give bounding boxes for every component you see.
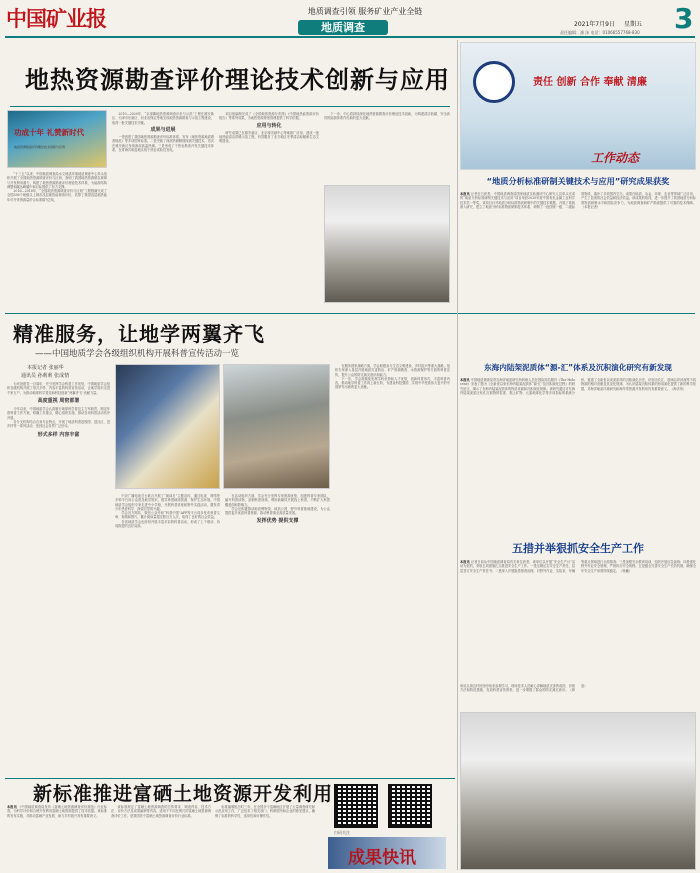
institution-emblem [473, 61, 515, 103]
article-subtitle: ——中国地质学会各级组织机构开展科普宣传活动一览 [35, 349, 240, 359]
correspondent-line: 通讯员 孙莉莉 张成情 [21, 373, 70, 379]
article-safety [460, 532, 696, 682]
paragraph: 各省地质学会也纷纷开展丰富多彩的科普活动，形成了上下联动、协同推进的良好局面。 [115, 519, 220, 529]
paragraph: 项目组编制完成了《全国地热资源分布图》《中国地热能资源评价报告》等系列成果，为地热资源规划管理提供了科学依据。 [219, 112, 319, 121]
byline: 本报讯 [7, 805, 17, 809]
article-standards [460, 176, 696, 311]
paragraph: 记者近日获悉，中国地质调查局国家地质实验测试中心研究人员牵头完成的“地质分析标准研制关键技术与应用”项目荣获2020年度中国有色金属工业科学技术奖一等奖。该项目针对地质分析标准物质研制中的关键技术难题，开展了系统深入研究，建立了地质分析标准物质研制技术体系，研制了一批国家一级、二级标准物质，填补了多项国内空白。成果在地质、冶金、环境、农业等领域广泛应用，产生了显著的社会效益和经济效益。该成果的取得，进一步提升了我国地质分析标准物质研制水平和国际竞争力，为地质调查和矿产勘查提供了可靠的技术保障。（本报记者） [460, 192, 696, 209]
article-col-1 [7, 382, 110, 772]
byline: 本报讯 [460, 192, 470, 196]
article-col-2 [111, 805, 211, 869]
article-geothermal [5, 40, 455, 310]
paragraph: 在服务国家战略方面，学会积极参与生态文明建设、乡村振兴等重大战略，组织专家深入基层开展地质灾害防治、矿产资源勘查、水资源保护等方面的科普宣传，提升公众的防灾减灾意识和能力。 [335, 364, 450, 377]
news-banner-text: 成果快讯 [348, 848, 416, 868]
article-body [460, 684, 696, 708]
photo-caption: 功成十年 礼赞新时代 [14, 128, 85, 137]
paragraph: 各分支机构结合自身专业特点，开展了地质科普进校园、进社区、进乡村等一系列活动，受到社会各界广泛好评。 [7, 420, 110, 429]
article-col-2 [112, 112, 214, 305]
paragraph: 在活动组织方面，学会充分发挥专家资源优势，组建科普专家团队，编写科普读物，录制科普视频，利用新媒体开展线上科普，不断扩大科普覆盖面和影响力。 [225, 494, 330, 507]
article-col-3 [219, 112, 319, 305]
article-col-3 [225, 494, 330, 772]
paragraph: “十三五”以来，中国地质调查局水文地质环境地质调查中心牵头组织开展了全国地热资源调查评价与区划，查明了我国地热资源赋存规律与开发利用潜力，构建了地热资源勘查评价理论技术体系，为能源结构调整和碳达峰碳中和目标提供了有力支撑。 [7, 172, 107, 189]
byline: 本报讯 [460, 560, 470, 564]
subhead: 成果与进展 [150, 126, 176, 133]
drilling-site-photo [324, 185, 450, 303]
paragraph: 为庆祝建党一百周年，充分发挥学会科普工作优势，中国地质学会组织各级机构开展了形式多样、内容丰富的科普宣传活动，让地学知识走进千家万户，为推动地球科学普及和科技创新“两翼齐飞”贡献力量。 [7, 382, 110, 395]
paragraph: 中国地质调查局青岛海洋地质研究所科研人员在国际知名期刊《The Holocene》发表了题为《全新世以来东海内陆架泥质体“源-汇”及沉积演化过程》的研究论文，揭示了东海内陆架泥质体的物质来源和沉积演化规律。该研究通过对东海内陆架泥质区钻孔沉积物的粒度、黏土矿物、元素地球化学等多项指标的系统分析，重建了全新世以来泥质体的沉积演化历史，识别出长江、浙闽沿岸河流等不同物源的相对贡献及其变化规律，为认识陆架沉积体系的形成演化提供了新的科学依据，对海洋地质环境研究和海岸带资源开发利用具有重要意义。（海洋所） [460, 378, 696, 395]
paragraph: 标准编制组历时三年，在全国多个富硒地区开展了大量调查研究和示范应用工作，广泛征求了相关部门、科研院所和企业的意见建议，确保了标准的科学性、适用性和可操作性。 [215, 805, 315, 818]
qr-label: 扫码关注 [334, 830, 350, 835]
article-east-sea [460, 318, 696, 528]
article-title: “地质分析标准研制关键技术与应用”研究成果获奖 [486, 176, 670, 186]
issue-date: 2021年7月9日 [574, 21, 615, 28]
article-title: 五措并举狠抓安全生产工作 [512, 542, 644, 555]
article-title: 东海内陆架泥质体“源-汇”体系及沉积演化研究有新发现 [484, 363, 672, 372]
page-number: 3 [674, 2, 694, 35]
ad-slogan: 责任 创新 合作 奉献 清廉 [533, 77, 647, 88]
newspaper-logo: 中国矿业报 [6, 6, 106, 31]
paragraph: 该标准规定了富硒土地资源调查的总体要求、调查内容、技术方法、评价方法及成果编制等内容，适用于不同比例尺的富硒土地资源调查评价工作，是我国首个富硒土地资源调查评价行业标准。 [111, 805, 211, 818]
article-title: 新标准推进富硒土地资源开发利用 [33, 783, 334, 805]
ad-tag: 工作动态 [591, 151, 640, 165]
subhead: 应用与转化 [256, 122, 282, 129]
section-label: 地质调查 [298, 20, 388, 35]
paragraph: 一是创建了我国地热资源勘查评价标准体系，发布《地热资源地质勘查规范》等多项国家标准。二是突破了深部热储精细探测关键技术，首次在雄安新区发现深部高温热储。三是形成了干热岩勘查开发关键技术体系，在青海共和盆地实现干热岩试验性发电。 [112, 135, 214, 153]
ad-block [460, 42, 696, 170]
paragraph: 研究成果已在雄安新区、北京城市副中心等地推广应用，建成一批地热能清洁供暖示范工程，有效服务了北方地区冬季清洁取暖和生态文明建设。 [219, 130, 319, 144]
paragraph: 《中国地质调查局发布《富硒土地资源调查评价规范》行业标准，为科学评价和合理开发利用富硒土地资源提供了技术依据。该标准的发布实施，对推动富硒产业发展、助力乡村振兴具有重要意义。 [7, 805, 107, 818]
issue-weekday: 星期五 [624, 21, 643, 28]
paragraph: 记者日前从中国地质调查局有关单位获悉，该单位以开展“安全生产月”活动为契机，采取五项措施扎实推进安全生产工作。一是压紧压实安全生产责任，层层签订安全生产责任书；二是深入开展隐患排查治理，对野外作业、实验室、车辆等重点领域进行全面排查；三是加强安全教育培训，组织开展应急演练；四是强化野外作业安全管理，严格执行安全规程；五是健全完善安全生产长效机制，确保全年安全生产形势持续稳定。（杨巍） [460, 560, 696, 573]
masthead [0, 0, 700, 38]
masthead-rule [5, 36, 695, 38]
subhead: 形式多样 内容丰富 [37, 431, 80, 438]
students-lab-photo [115, 364, 220, 489]
paragraph: 2019—2020年，“京津冀地热资源调查评价与示范”工程在雄安新区、天津市东丽区、河北省保定等地完成地热资源勘查与示范工程建设，取得一批关键技术突破。 [112, 112, 214, 125]
article-title: 精准服务，让地学两翼齐飞 [13, 322, 265, 346]
article-col-2 [115, 494, 220, 772]
anniversary-photo [7, 110, 107, 168]
article-col-1 [7, 172, 107, 305]
news-banner [328, 837, 446, 869]
article-body [460, 192, 696, 309]
column-divider [457, 40, 458, 870]
paragraph: 下一步，学会将继续发挥学科优势和人才优势，创新科普形式，丰富科普内容，推动地学科普工作再上新台阶，为建设科技强国、实现中华民族伟大复兴的中国梦作出新的更大贡献。 [335, 376, 450, 390]
article-col-4 [335, 364, 450, 772]
qr-code[interactable] [388, 784, 432, 828]
paragraph: 学会还积极推动地质博物馆、地质公园、野外科普基地建设，为公众提供更多优质科普资源，推动科普事业高质量发展。 [225, 506, 330, 516]
article-field-station [460, 684, 696, 870]
reporter-line: 本报记者 张丽华 [27, 365, 64, 371]
paragraph: 下一步，中心将持续深化地热资源勘查评价理论技术创新，为构建清洁低碳、安全高效的能源体系作出新的更大贡献。 [324, 112, 450, 121]
qr-code[interactable] [334, 784, 378, 828]
field-site-photo [460, 712, 696, 870]
article-col-1 [7, 805, 107, 869]
paragraph: 2016—2018年，“全国地热资源调查评价与区划”工程圆满完成了全国336个地级以上城市浅层地热能调查评价，估算了我国浅层地热能年可开采资源量折合标准煤7亿吨。 [7, 189, 107, 202]
article-outreach [5, 316, 455, 776]
paragraph: 今年以来，中国地质学会认真履行地球科学普及主力军职责，制定年度科普工作方案，明确工作重点，精心组织实施，推动各项科普活动有序开展。 [7, 407, 110, 420]
section-divider [5, 313, 695, 314]
editor-line: 责任编辑：潘 沫 电话：01066557768-830 [560, 30, 640, 35]
subhead: 发挥优势 提供支撑 [256, 518, 299, 525]
exhibition-photo [223, 364, 330, 489]
title-rule [10, 106, 450, 107]
paragraph: 学会官方网站、微信公众号和“科普中国”APP等平台同步发布科普文章、视频和图片，累计阅读量超过数百万人次，取得了良好的社会效益。 [115, 511, 220, 520]
article-col-3 [215, 805, 315, 869]
paragraph: 该站点周边村民纷纷前来参观学习，现场技术人员耐心讲解地质灾害的成因、识别方法和防范措施，发放科普宣传资料，进一步增强了群众的防灾减灾意识。（廖浪） [460, 684, 588, 693]
byline: 本报讯 [460, 378, 470, 382]
article-col-4 [324, 112, 450, 182]
subhead: 高度重视 周密部署 [37, 397, 80, 404]
article-body [460, 378, 696, 528]
qr-code-block [318, 782, 453, 870]
banner-line: 地质调查引领 服务矿业产业全链 [307, 7, 423, 16]
paragraph: 中央广播电视总台联合开展了“地球日”主题宣传，通过电视、网络等多种平台向公众普及地学知识，倡导珍惜地球资源、保护生态环境。中国地质学会组织专家走进中小学校，开展科普讲座和野外实践活动，激发青少年热爱科学、探索自然的兴趣。 [115, 494, 220, 511]
article-body [460, 560, 696, 682]
photo-subcaption: 地质资源勘查评价理论技术创新与应用 [14, 145, 66, 149]
article-title: 地热资源勘查评价理论技术创新与应用 [25, 66, 450, 94]
